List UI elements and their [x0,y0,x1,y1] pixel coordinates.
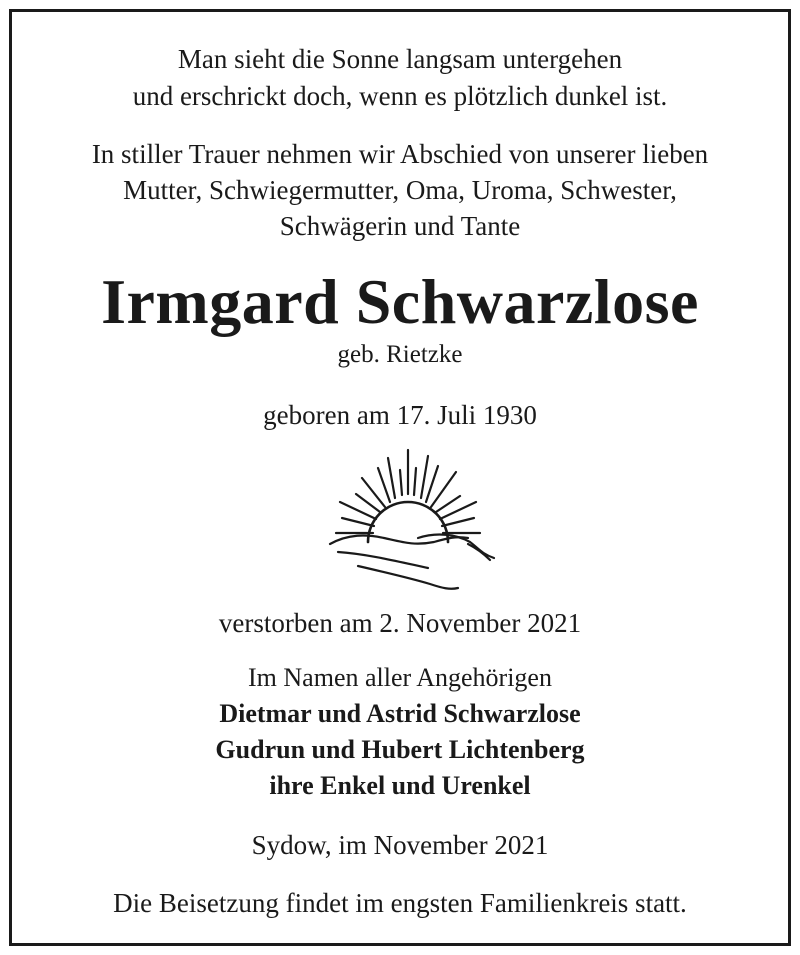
farewell-line-1: In stiller Trauer nehmen wir Abschied von unserer lieben [91,139,709,169]
signatories-intro: Im Namen aller Angehörigen [248,663,552,692]
deceased-name: Irmgard Schwarzlose [101,266,699,337]
farewell-line-3: Schwägerin und Tante [279,211,521,241]
verse-line-1: Man sieht die Sonne langsam untergehen [177,44,623,74]
signatory-3: ihre Enkel und Urenkel [269,771,531,800]
signatory-1: Dietmar und Astrid Schwarzlose [219,699,581,728]
death-date: verstorben am 2. November 2021 [218,608,582,638]
obituary-notice [9,9,791,946]
farewell-line-2: Mutter, Schwiegermutter, Oma, Uroma, Schwester, [123,175,677,205]
verse-line-2: und erschrickt doch, wenn es plötzlich dunkel ist. [132,81,668,111]
birth-date: geboren am 17. Juli 1930 [263,400,537,430]
sunset-icon [318,438,498,593]
place-and-date: Sydow, im November 2021 [251,830,549,860]
signatory-2: Gudrun und Hubert Lichtenberg [215,735,585,764]
funeral-note: Die Beisetzung findet im engsten Familienkreis statt. [113,888,687,918]
maiden-name: geb. Rietzke [337,341,463,368]
